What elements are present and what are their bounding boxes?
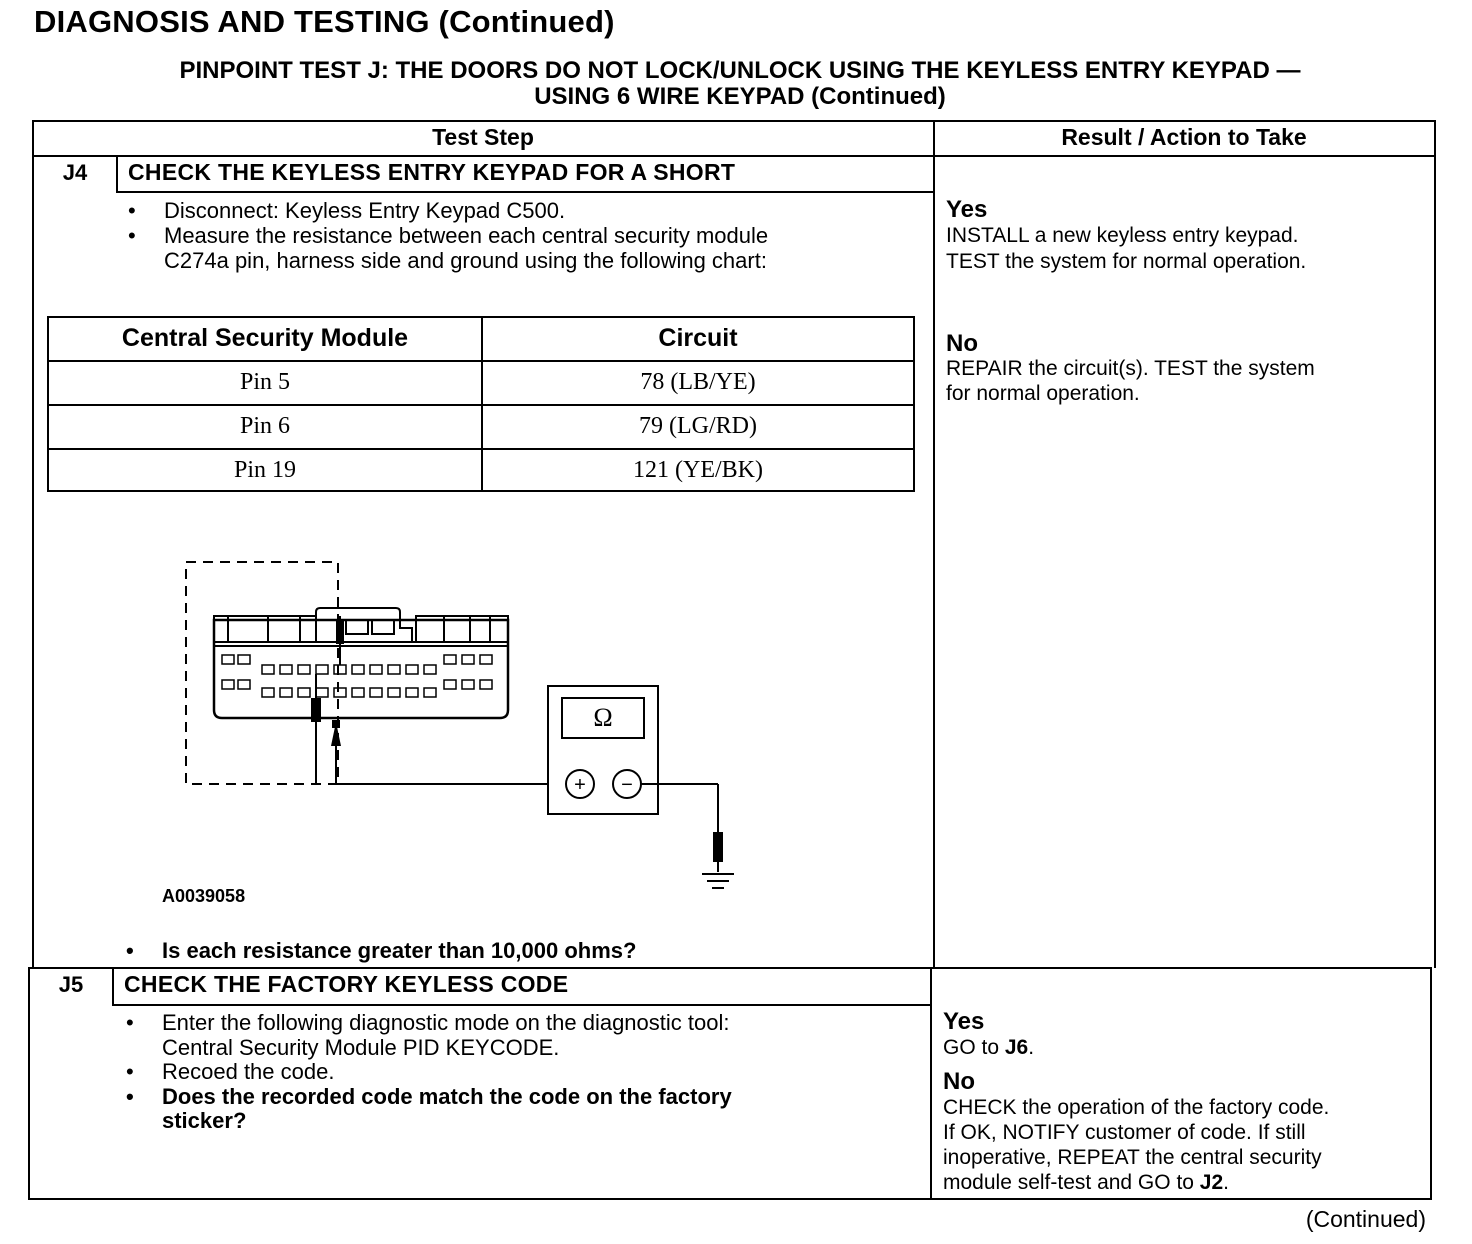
meter-minus-terminal: −: [621, 774, 633, 796]
figure-code: A0039058: [162, 886, 246, 906]
j5-bullet-1-cont: Central Security Module PID KEYCODE.: [162, 1035, 560, 1060]
pin-table-cell: 79 (LG/RD): [639, 413, 757, 439]
j5-no-line-1: CHECK the operation of the factory code.: [943, 1096, 1330, 1119]
j5-bullet-1: • Enter the following diagnostic mode on the diagnostic tool:: [126, 1010, 730, 1035]
continued-footer: (Continued): [1305, 1206, 1426, 1232]
meter-ohm-symbol: Ω: [593, 703, 613, 732]
pin-table-header-module: Central Security Module: [121, 324, 409, 352]
pin-table-cell: 121 (YE/BK): [633, 457, 763, 483]
col-header-test-step: Test Step: [432, 124, 534, 150]
meter-plus-terminal: +: [574, 774, 586, 796]
pin-table-cell: Pin 5: [239, 369, 290, 395]
step-title-j4: CHECK THE KEYLESS ENTRY KEYPAD FOR A SHORT: [128, 159, 736, 185]
j4-no-label: No: [946, 330, 978, 357]
j5-bullet-2: • Recoed the code.: [126, 1059, 335, 1084]
j5-no-target: J2: [1199, 1171, 1224, 1194]
j4-question: • Is each resistance greater than 10,000 ohms?: [126, 938, 637, 963]
j5-yes-target: J6: [1004, 1036, 1029, 1059]
j5-no-line-3: inoperative, REPEAT the central security: [943, 1146, 1322, 1169]
step-id-j5: J5: [58, 972, 84, 997]
j5-question-cont: sticker?: [162, 1108, 247, 1133]
test-title-line2: USING 6 WIRE KEYPAD (Continued): [534, 83, 946, 110]
pin-table-cell: Pin 6: [239, 413, 290, 439]
step-id-j4: J4: [62, 160, 88, 185]
connector-test-diagram: [150, 550, 770, 900]
j5-no-line-4: module self-test and GO to J2.: [943, 1171, 1229, 1194]
j5-no-line-2: If OK, NOTIFY customer of code. If still: [943, 1121, 1306, 1144]
j5-question: • Does the recorded code match the code on the factory: [126, 1084, 732, 1109]
pin-circuit-table: [47, 316, 915, 492]
page-heading: DIAGNOSIS AND TESTING (Continued): [34, 4, 615, 39]
j4-yes-label: Yes: [946, 196, 988, 223]
step-title-j5: CHECK THE FACTORY KEYLESS CODE: [124, 971, 569, 997]
connector-c274a: [214, 608, 508, 718]
j4-bullet-2: • Measure the resistance between each central security module: [128, 223, 769, 248]
pin-table-cell: Pin 19: [233, 457, 296, 483]
j4-yes-line-2: TEST the system for normal operation.: [946, 250, 1307, 273]
j4-no-line-2: for normal operation.: [946, 382, 1140, 405]
j4-yes-line-1: INSTALL a new keyless entry keypad.: [946, 224, 1299, 247]
j5-yes-text: GO to J6.: [943, 1036, 1035, 1059]
test-title-line1: PINPOINT TEST J: THE DOORS DO NOT LOCK/UNLOCK USING THE KEYLESS ENTRY KEYPAD —: [179, 57, 1301, 84]
j4-no-line-1: REPAIR the circuit(s). TEST the system: [946, 357, 1315, 380]
col-header-result: Result / Action to Take: [1061, 124, 1307, 150]
pin-table-header-circuit: Circuit: [658, 324, 738, 352]
j5-no-label: No: [943, 1068, 975, 1095]
j4-bullet-1: • Disconnect: Keyless Entry Keypad C500.: [128, 198, 566, 223]
j5-yes-label: Yes: [943, 1008, 985, 1035]
pin-table-cell: 78 (LB/YE): [640, 369, 756, 395]
j4-bullet-2-cont: C274a pin, harness side and ground using the following chart:: [164, 248, 767, 273]
